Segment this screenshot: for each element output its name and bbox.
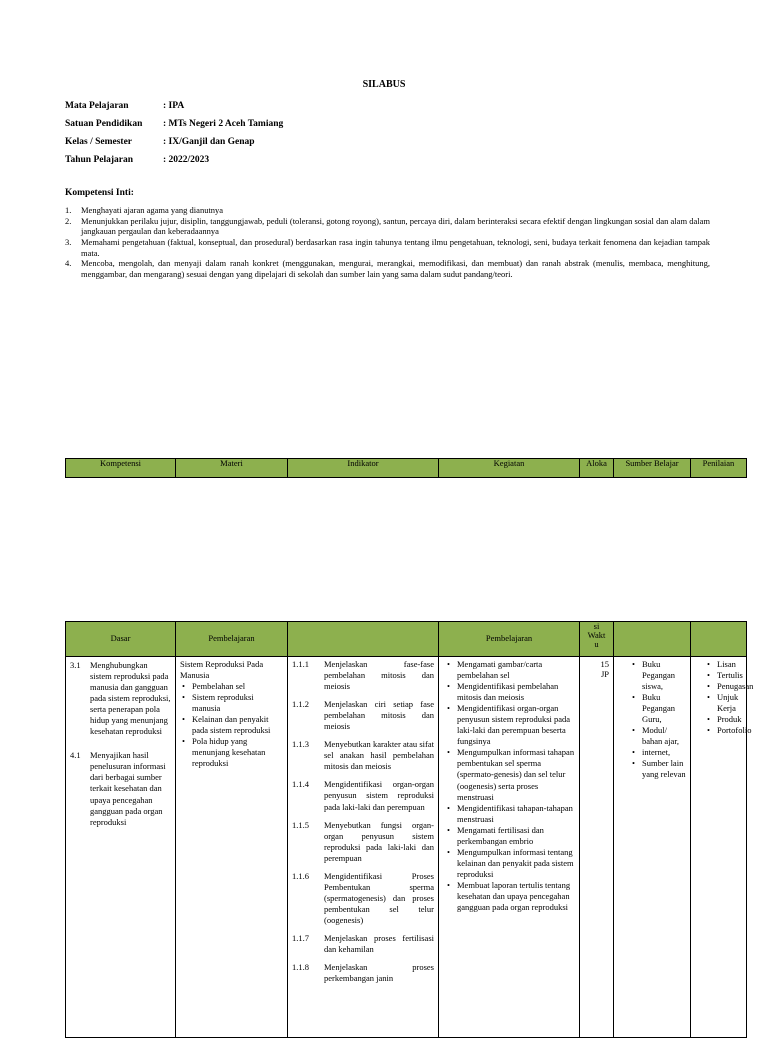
indikator-number: 1.1.1	[292, 659, 309, 669]
info-label: Tahun Pelajaran	[65, 155, 134, 165]
header-waktu-line: u	[594, 638, 599, 649]
indikator-text: Menjelaskan ciri setiap fase pembelahan mitosis dan meiosis	[324, 699, 434, 732]
header-alokasi: Aloka	[580, 459, 614, 478]
cell-indikator	[288, 657, 439, 1038]
cell-penilaian	[691, 657, 754, 1038]
indikator-text: Menyebutkan karakter atau sifat sel anakan hasil pembelahan mitosis dan meiosis	[324, 739, 434, 772]
indikator-item	[288, 869, 438, 926]
kd-text: Menyajikan hasil penelusuran informasi dari berbagai sumber terkait kesehatan dan upaya pencegahan gangguan pada organ reproduksi	[90, 750, 166, 827]
table-header-top	[65, 458, 747, 478]
header-sumber-belajar: Sumber Belajar	[614, 459, 691, 478]
list-item: • Sistem reproduksi manusia	[192, 692, 283, 714]
indikator-text: Menyebutkan fungsi organ-organ penyusun sistem reproduksi pada laki-laki dan perempuan	[324, 819, 434, 863]
list-item: • Mengidentifikasi tahapan-tahapan menstruasi	[457, 803, 575, 825]
ki-text: Menunjukkan perilaku jujur, disiplin, tanggungjawab, peduli (toleransi, gotong royong), santun, percaya diri, dalam berinteraksi secara efektif dengan lingkungan sosial dan alam dalam jangkauan pergaulan dan keberadaannya	[81, 215, 710, 237]
indikator-item	[288, 931, 438, 955]
list-item: • Mengamati gambar/carta pembelahan sel	[457, 659, 575, 681]
indikator-text: Menjelaskan proses fertilisasi dan kehamilan	[324, 932, 434, 955]
ki-item	[65, 216, 710, 237]
list-item: • Mengumpulkan informasi tahapan pembentukan sel sperma (spermato-genesis) dan sel telur (oogenesis) serta proses menstruasi	[457, 747, 575, 802]
indikator-text: Mengidentifikasi organ-organ penyusun sistem reproduksi pada laki-laki dan perempuan	[324, 779, 434, 812]
cell-alokasi-waktu	[580, 657, 614, 1038]
header-empty-sumber	[614, 622, 691, 657]
indikator-item	[288, 697, 438, 732]
penilaian-list	[705, 659, 754, 736]
list-item: • Pembelahan sel	[192, 681, 283, 692]
list-item: • Unjuk Kerja	[717, 692, 744, 714]
header-penilaian: Penilaian	[691, 459, 747, 478]
indikator-item	[288, 960, 438, 984]
kd-item	[66, 747, 175, 827]
kd-number: 3.1	[70, 660, 81, 670]
kegiatan-list	[457, 659, 575, 913]
list-item: • Lisan	[717, 659, 744, 670]
indikator-number: 1.1.4	[292, 779, 309, 790]
cell-kegiatan	[439, 657, 580, 1038]
info-value: : MTs Negeri 2 Aceh Tamiang	[163, 119, 284, 129]
info-label: Kelas / Semester	[65, 137, 133, 147]
indikator-number: 1.1.6	[292, 870, 309, 881]
kd-number: 4.1	[70, 750, 81, 761]
list-item: • Pola hidup yang menunjang kesehatan reproduksi	[192, 736, 283, 769]
silabus-table	[65, 621, 754, 1038]
header-dasar: Dasar	[66, 622, 176, 657]
cell-sumber-belajar	[614, 657, 691, 1038]
indikator-item	[288, 737, 438, 772]
ki-text: Memahami pengetahuan (faktual, konseptual, dan prosedural) berdasarkan rasa ingin tahunya tentang ilmu pengetahuan, teknologi, seni, budaya terkait fenomena dan kejadian tampak mata.	[81, 236, 710, 258]
list-item: • Membuat laporan tertulis tentang kesehatan dan upaya pencegahan gangguan pada organ reproduksi	[457, 880, 575, 913]
info-value: : IX/Ganjil dan Genap	[163, 137, 255, 147]
ki-number: 3.	[65, 236, 72, 247]
indikator-number: 1.1.5	[292, 819, 309, 830]
indikator-item	[288, 818, 438, 864]
info-value: : 2022/2023	[163, 155, 210, 165]
table-header-bottom	[66, 622, 747, 657]
header-materi: Materi	[176, 459, 288, 478]
indikator-item	[288, 777, 438, 812]
list-item: • internet,	[642, 747, 686, 758]
list-item: • Kelainan dan penyakit pada sistem reproduksi	[192, 714, 283, 736]
ki-number: 4.	[65, 258, 72, 269]
list-item: • Portofolio	[717, 725, 744, 736]
ki-text: Menghayati ajaran agama yang dianutnya	[81, 205, 224, 215]
list-item: • Produk	[717, 714, 744, 725]
materi-list	[180, 681, 283, 769]
kompetensi-inti-title: Kompetensi Inti:	[65, 188, 134, 198]
ki-text: Mencoba, mengolah, dan menyaji dalam ranah konkret (menggunakan, mengurai, merangkai, memodifikasi, dan membuat) dan ranah abstrak (menulis, membaca, menghitung, menggambar, dan mengarang) sesuai dengan yang dipelajari di sekolah dan sumber lain yang sama dalam sudut pandang/teori.	[81, 258, 710, 279]
list-item: • Penugasan	[717, 681, 744, 692]
list-item: • Buku Pegangan Guru,	[642, 692, 686, 725]
info-label: Satuan Pendidikan	[65, 119, 143, 129]
indikator-text: Menjelaskan proses perkembangan janin	[324, 962, 434, 984]
ki-number: 1.	[65, 205, 72, 215]
alokasi-line: JP	[600, 669, 609, 680]
indikator-item	[288, 657, 438, 692]
header-indikator: Indikator	[288, 459, 439, 478]
indikator-text: Menjelaskan fase-fase pembelahan mitosis dan meiosis	[324, 659, 434, 692]
list-item: • Tertulis	[717, 670, 744, 681]
ki-number: 2.	[65, 215, 72, 226]
header-empty-penilaian	[691, 622, 747, 657]
info-value: : IPA	[163, 101, 185, 111]
cell-materi	[176, 657, 288, 1038]
ki-item	[65, 237, 710, 258]
kd-item	[66, 657, 175, 737]
sumber-list	[630, 659, 686, 781]
header-waktu	[580, 622, 614, 657]
header-kompetensi: Kompetensi	[66, 459, 176, 478]
info-label: Mata Pelajaran	[65, 101, 129, 111]
kompetensi-inti-list	[65, 205, 710, 279]
table-row	[66, 657, 747, 1038]
ki-item	[65, 258, 710, 279]
list-item: • Mengidentifikasi organ-organ penyusun sistem reproduksi pada laki-laki dan perempuan beserta fungsinya	[457, 703, 575, 747]
indikator-number: 1.1.8	[292, 962, 309, 973]
header-empty-indikator	[288, 622, 439, 657]
indikator-text: Mengidentifikasi Proses Pembentukan sperma (spermatogenesis) dan proses pembentukan sel telur (oogenesis)	[324, 870, 434, 925]
header-kegiatan: Kegiatan	[439, 459, 580, 478]
cell-kompetensi-dasar	[66, 657, 176, 1038]
ki-item	[65, 205, 710, 216]
list-item: • Sumber lain yang relevan	[642, 758, 686, 780]
indikator-number: 1.1.3	[292, 739, 309, 750]
list-item: • Buku Pegangan siswa,	[642, 659, 686, 692]
list-item: • Mengamati fertilisasi dan perkembangan embrio	[457, 825, 575, 847]
header-pembelajaran-materi: Pembelajaran	[176, 622, 288, 657]
header-waktu-line: si	[593, 621, 600, 631]
kd-text: Menghubungkan sistem reproduksi pada manusia dan gangguan pada sistem reproduksi, serta penerapan pola hidup yang menunjang kesehatan reproduksi	[90, 660, 171, 737]
materi-title: Sistem Reproduksi Pada Manusia	[180, 659, 264, 681]
list-item: • Mengumpulkan informasi tentang kelainan dan penyakit pada sistem reproduksi	[457, 847, 575, 880]
header-pembelajaran-kegiatan: Pembelajaran	[439, 622, 580, 657]
indikator-number: 1.1.7	[292, 932, 309, 943]
list-item: • Modul/ bahan ajar,	[642, 725, 686, 747]
document-title: SILABUS	[362, 79, 406, 90]
alokasi-line: 15	[600, 659, 609, 669]
indikator-number: 1.1.2	[292, 699, 309, 710]
header-waktu-line: Wakt	[587, 629, 606, 640]
list-item: • Mengidentifikasi pembelahan mitosis dan meiosis	[457, 681, 575, 703]
